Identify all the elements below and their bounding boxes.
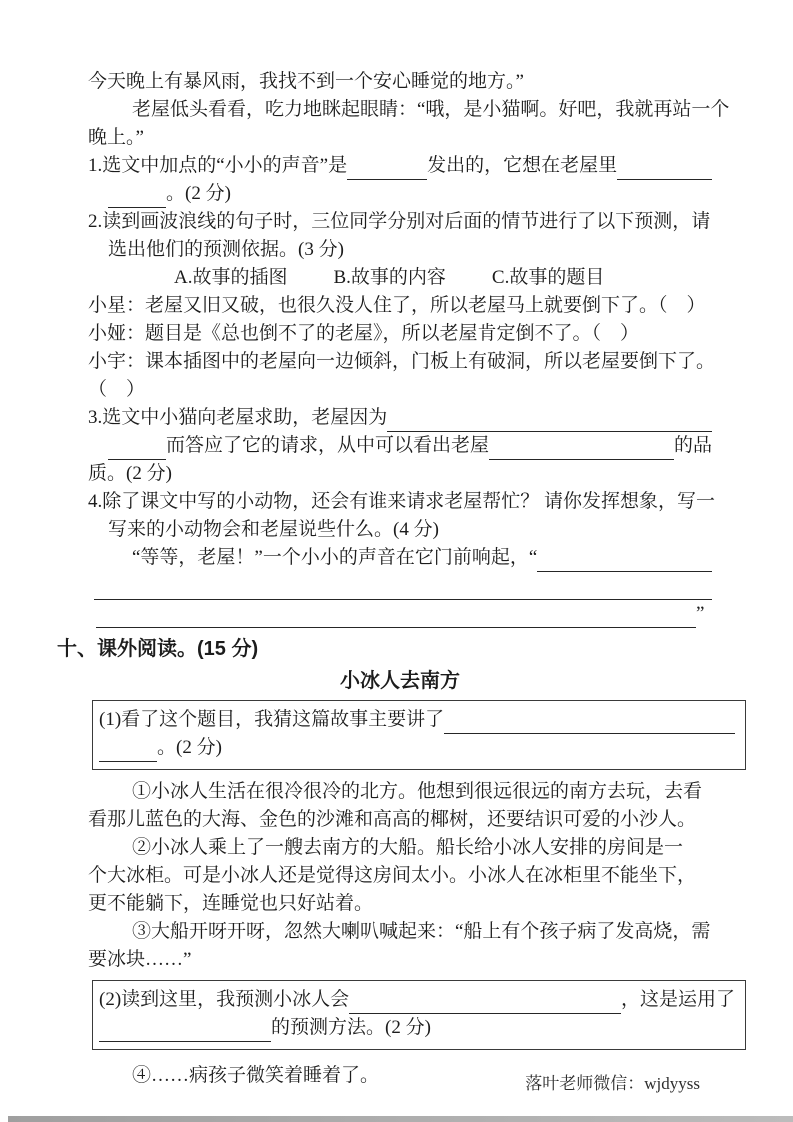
option-c: C.故事的题目 [491, 267, 605, 288]
teacher-wechat-watermark [525, 1069, 700, 1094]
story-text: 个大冰柜。可是小冰人还是觉得这房间太小。小冰人在冰柜里不能坐下， [88, 865, 697, 886]
prediction-text: 小娅：题目是《总也倒不了的老屋》，所以老屋肯定倒不了。（ ） [88, 323, 640, 344]
prediction-xiaoxing [88, 292, 712, 320]
answer-blank [349, 993, 621, 1014]
question-3-text: 的品 [673, 435, 712, 456]
passage-line [88, 96, 730, 124]
prediction-text: 小宇：课本插图中的老屋向一边倾斜，门板上有破洞，所以老屋要倒下了。 [88, 351, 716, 372]
passage-line [88, 68, 712, 96]
question-1-text: 1.选文中加点的“小小的声音”是 [88, 155, 348, 176]
page-scan-edge [8, 1116, 793, 1122]
question-2-text: 2.读到画波浪线的句子时，三位同学分别对后面的情节进行了以下预测，请 [88, 211, 711, 232]
box-2-text: (2)读到这里，我预测小冰人会 [99, 989, 350, 1010]
answer-blank [444, 713, 735, 734]
answer-blank [387, 411, 712, 432]
story-text: ④……病孩子微笑着睡着了。 [132, 1065, 380, 1086]
story-paragraph-2-line [88, 862, 712, 890]
story-paragraph-2-line [88, 834, 712, 862]
question-1-line-2 [88, 180, 712, 208]
question-4-text: 写来的小动物会和老屋说些什么。(4 分) [108, 519, 439, 540]
prediction-xiaoyu-line-1 [88, 348, 716, 376]
reading-passage-title-text: 小冰人去南方 [340, 670, 460, 692]
question-3-line-2 [88, 432, 712, 460]
question-3-line-3 [88, 460, 712, 488]
passage-text: 今天晚上有暴风雨，我找不到一个安心睡觉的地方。” [88, 71, 524, 92]
box-1-score: 。(2 分) [157, 737, 222, 758]
box-2-text: ，这是运用了 [620, 989, 735, 1010]
box-2-line-1 [99, 986, 735, 1014]
answer-blank [94, 579, 712, 600]
question-2-options [88, 264, 712, 292]
question-2-line-2 [88, 236, 712, 264]
prediction-box-2 [92, 980, 746, 1050]
story-text: 更不能躺下，连睡觉也只好站着。 [88, 893, 374, 914]
answer-blank [96, 607, 696, 628]
answer-blank [108, 439, 166, 460]
question-4-line-2 [88, 516, 712, 544]
story-text: ①小冰人生活在很冷很冷的北方。他想到很远很远的南方去玩，去看 [132, 781, 703, 802]
prediction-xiaoya [88, 320, 712, 348]
box-2-line-2 [99, 1014, 735, 1042]
story-text: ③大船开呀开呀，忽然大喇叭喊起来：“船上有个孩子病了发高烧，需 [132, 921, 711, 942]
question-1-score: 。(2 分) [166, 183, 231, 204]
box-1-line-2 [99, 734, 735, 762]
exam-content [57, 68, 735, 1090]
reading-passage-title [88, 666, 712, 696]
prediction-text: （ ） [88, 379, 146, 400]
answer-blank [537, 551, 712, 572]
story-body [88, 778, 712, 974]
question-3-text: 而答应了它的请求，从中可以看出老屋 [166, 435, 490, 456]
question-4-answer-line-1 [88, 572, 712, 600]
answer-blank [99, 1021, 271, 1042]
question-1-text: 发出的，它想在老屋里 [427, 155, 618, 176]
prediction-text: 小星：老屋又旧又破，也很久没人住了，所以老屋马上就要倒下了。（ ） [88, 295, 706, 316]
answer-blank [489, 439, 674, 460]
story-paragraph-2-line [88, 890, 712, 918]
answer-blank [347, 159, 427, 180]
question-4-quote-line [88, 544, 712, 572]
story-paragraph-1-line [88, 806, 712, 834]
story-text: 看那儿蓝色的大海、金色的沙滩和高高的椰树，还要结识可爱的小沙人。 [88, 809, 697, 830]
question-1-line-1 [88, 152, 712, 180]
teacher-wechat-text: 落叶老师微信：wjdyyss [525, 1074, 700, 1093]
closing-quote-mark: ” [696, 603, 705, 624]
option-a: A.故事的插图 [174, 267, 288, 288]
story-text: ②小冰人乘上了一艘去南方的大船。船长给小冰人安排的房间是一 [132, 837, 684, 858]
box-1-text: (1)看了这个题目，我猜这篇故事主要讲了 [99, 709, 445, 730]
option-b: B.故事的内容 [333, 267, 446, 288]
story-paragraph-3-line [88, 918, 712, 946]
question-4-answer-line-2 [88, 600, 712, 628]
question-2-line-1 [88, 208, 712, 236]
answer-blank [99, 741, 157, 762]
passage-line [88, 124, 712, 152]
section-10-heading [57, 634, 712, 664]
story-paragraph-1-line [88, 778, 712, 806]
box-2-score: 的预测方法。(2 分) [271, 1017, 431, 1038]
story-paragraph-3-line [88, 946, 712, 974]
section-10-heading-text: 十、课外阅读。(15 分) [57, 638, 259, 660]
passage-text: 老屋低头看看，吃力地眯起眼睛：“哦，是小猫啊。好吧，我就再站一个 [132, 99, 730, 120]
question-4-quote-text: “等等，老屋！”一个小小的声音在它门前响起，“ [132, 547, 538, 568]
story-text: 要冰块……” [88, 949, 192, 970]
prediction-box-1 [92, 700, 746, 770]
question-3-score: 质。(2 分) [88, 463, 172, 484]
question-4-line-1 [88, 488, 716, 516]
prediction-xiaoyu-line-2 [88, 376, 712, 404]
passage-text: 晚上。” [88, 127, 144, 148]
question-4-text: 4.除了课文中写的小动物，还会有谁来请求老屋帮忙？ 请你发挥想象，写一 [88, 491, 716, 512]
box-1-line-1 [99, 706, 735, 734]
answer-blank [108, 187, 166, 208]
answer-blank [617, 159, 712, 180]
question-3-line-1 [88, 404, 712, 432]
question-2-text: 选出他们的预测依据。(3 分) [108, 239, 344, 260]
question-3-text: 3.选文中小猫向老屋求助，老屋因为 [88, 407, 388, 428]
